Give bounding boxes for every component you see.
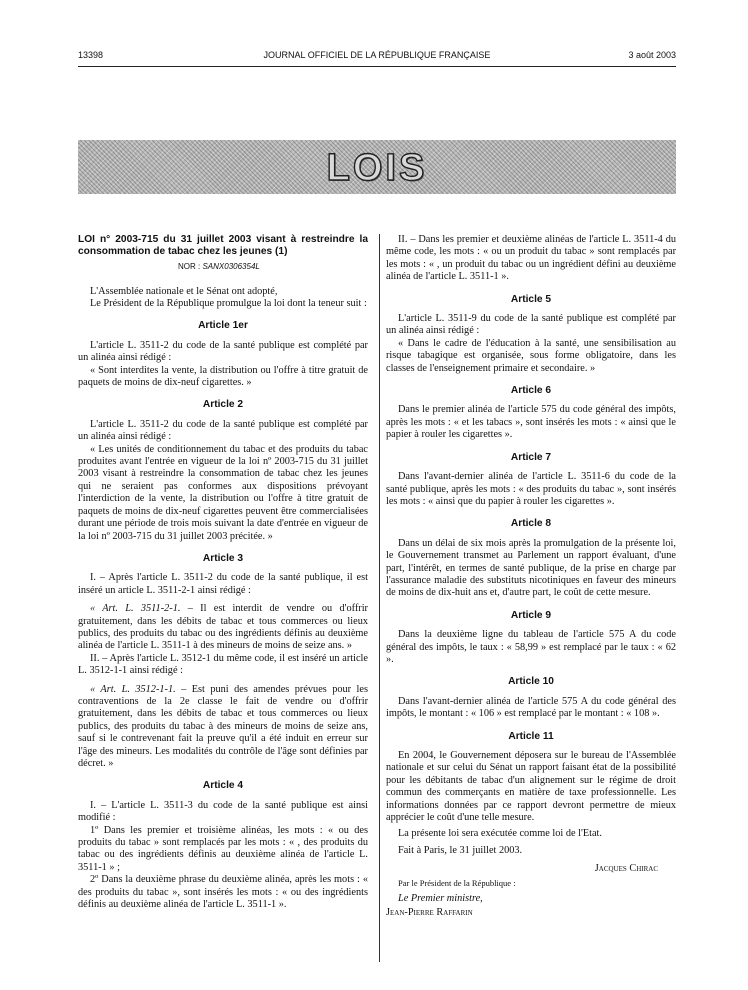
execution-clause: La présente loi sera exécutée comme loi de l'Etat. [398, 828, 602, 840]
right-column [386, 234, 676, 920]
article-code-ref: « Art. L. 3512-1-1. [90, 683, 176, 695]
article-paragraph: Dans l'avant-dernier alinéa de l'article 575 A du code général des impôts, le montant : « 106 » est remplacé par le montant : « 108 ». [386, 695, 676, 720]
article-heading: Article 3 [202, 552, 244, 564]
article-paragraph: II. – Dans les premier et deuxième alinéas de l'article L. 3511-4 du même code, les mots : « ou un produit du tabac » sont remplacés par les mots : « , un produit du tabac ou un ingrédient défini au deuxième alinéa de l'article L. 3511-1 ». [386, 234, 676, 283]
column-divider [379, 234, 380, 962]
article-paragraph: Dans un délai de six mois après la promulgation de la présente loi, le Gouvernement transmet au Parlement un rapport évaluant, d'une part, l'intérêt, en termes de santé publique, de la prise en charge par l'assurance maladie des substituts nicotiniques en faveur des mineurs de moins de dix-huit ans et, d'autre part, le coût de cette mesure. [386, 537, 676, 599]
article-paragraph: Dans la deuxième ligne du tableau de l'article 575 A du code général des impôts, le taux : « 58,99 » est remplacé par le taux : « 62 ». [386, 629, 676, 665]
article-heading: Article 1er [198, 320, 248, 332]
article-heading: Article 10 [508, 676, 554, 688]
journal-title: JOURNAL OFFICIEL DE LA RÉPUBLIQUE FRANÇAISE [263, 50, 491, 60]
article-paragraph: « Les unités de conditionnement du tabac et des produits du tabac produites avant l'entrée en vigueur de la loi nº 2003-715 du 31 juillet 2003 visant à restreindre la consommation de tabac chez les jeunes qui ne seraient pas conformes aux dispositions prévoyant l'interdiction de la vente, la distribution ou l'offre à titre gratuit de paquets de moins de dix-neuf cigarettes peuvent être commercialisées durant une période de trois mois suivant la date d'entrée en vigueur de la loi nº 2003-715 du 31 juillet 2003 précitée. » [78, 443, 368, 542]
page-number: 13398 [78, 50, 104, 60]
article-heading: Article 4 [202, 780, 244, 792]
prime-minister-title: Le Premier ministre, [398, 893, 483, 905]
article-heading: Article 11 [508, 730, 554, 742]
article-paragraph: Dans l'avant-dernier alinéa de l'article L. 3511-6 du code de la santé publique, après les mots : « des produits du tabac », sont insérés les mots : « ainsi que du papier à rouler les cigarettes ». [386, 471, 676, 507]
article-heading: Article 7 [510, 451, 552, 463]
article-paragraph [78, 603, 368, 653]
article-text: – Est puni des amendes prévues pour les contraventions de la 2e classe le fait de vendre ou d'offrir gratuitement, dans les débits de tabac et tous commerces ou lieux publics, des produits du tabac à des mineurs de moins de seize ans, sauf si le contrevenant fait la preuve qu'il a été induit en erreur sur l'âge des mineurs. Les modalités du contrôle de l'âge sont définies par décret. » [78, 683, 369, 769]
article-paragraph: « Sont interdites la vente, la distribution ou l'offre à titre gratuit de paquets de moins de dix-neuf cigarettes. » [78, 364, 368, 389]
article-heading: Article 5 [510, 293, 552, 305]
article-heading: Article 2 [202, 399, 244, 411]
nor-label: NOR : [178, 262, 201, 272]
article-heading: Article 8 [510, 518, 552, 530]
intro-paragraph: L'Assemblée nationale et le Sénat ont adopté, [90, 285, 278, 297]
article-heading: Article 6 [510, 385, 552, 397]
article-paragraph: L'article L. 3511-2 du code de la santé publique est complété par un alinéa ainsi rédigé : [78, 418, 368, 443]
article-paragraph [78, 684, 368, 771]
article-paragraph: I. – Après l'article L. 3511-2 du code de la santé publique, il est inséré un article L. 3511-2-1 ainsi rédigé : [78, 572, 368, 596]
issue-date: 3 août 2003 [628, 50, 676, 60]
page-header [78, 50, 676, 64]
by-president-line: Par le Président de la République : [398, 877, 516, 888]
article-paragraph: « Dans le cadre de l'éducation à la santé, une sensibilisation au risque tabagique est organisée, sous forme obligatoire, dans les classes de l'enseignement primaire et secondaire. » [386, 337, 676, 374]
prime-minister-name: Jean-Pierre Raffarin [386, 907, 473, 919]
article-text: – Il est interdit de vendre ou d'offrir gratuitement, dans les débits de tabac et tous commerces ou lieux publics, des produits du tabac ou des ingrédients définis au deuxième alinéa de l'article L. 3511-1 à des mineurs de moins de seize ans. » [78, 603, 368, 652]
nor-code: SANX0306354L [202, 262, 260, 272]
section-title: LOIS [326, 147, 428, 189]
article-paragraph: L'article L. 3511-2 du code de la santé publique est complété par un alinéa ainsi rédigé : [78, 339, 368, 364]
place-date: Fait à Paris, le 31 juillet 2003. [398, 844, 523, 856]
article-paragraph: I. – L'article L. 3511-3 du code de la santé publique est ainsi modifié : [78, 799, 368, 824]
intro-paragraph: Le Président de la République promulgue la loi dont la teneur suit : [90, 298, 367, 309]
article-paragraph: L'article L. 3511-9 du code de la santé publique est complété par un alinéa ainsi rédigé : [386, 313, 676, 337]
left-column [78, 234, 368, 911]
article-paragraph: II. – Après l'article L. 3512-1 du même code, il est inséré un article L. 3512-1-1 ainsi rédigé : [78, 652, 368, 677]
article-paragraph: En 2004, le Gouvernement déposera sur le bureau de l'Assemblée nationale et sur celui du Sénat un rapport faisant état de la possibilité pour les débitants de tabac d'un alignement sur le régime de droit commun des commerçants en matière de taxe professionnelle. Les informations données par ce rapport devront permettre de mieux apprécier le coût d'une telle mesure. [386, 750, 676, 824]
header-rule [78, 66, 676, 67]
article-heading: Article 9 [510, 609, 552, 621]
president-signature: Jacques Chirac [594, 863, 658, 875]
law-title: LOI n° 2003-715 du 31 juillet 2003 visant à restreindre la consommation de tabac chez les jeunes (1) [78, 234, 368, 257]
nor-reference [78, 261, 368, 273]
section-banner [78, 140, 676, 194]
article-paragraph: 2º Dans la deuxième phrase du deuxième alinéa, après les mots : « des produits du tabac », sont insérés les mots : « ou des ingrédients définis au deuxième alinéa de l'article L. 3511-1 ». [78, 874, 368, 911]
article-paragraph: Dans le premier alinéa de l'article 575 du code général des impôts, après les mots : « et les tabacs », sont insérés les mots : « ainsi que le papier à rouler les cigarettes ». [386, 404, 676, 441]
article-paragraph: 1º Dans les premier et troisième alinéas, les mots : « ou des produits du tabac » sont remplacés par les mots : « , des produits du tabac ou des ingrédients définis au deuxième alinéa de l'article L. 3511-1 » ; [78, 824, 368, 873]
article-code-ref: « Art. L. 3511-2-1. [90, 603, 181, 615]
